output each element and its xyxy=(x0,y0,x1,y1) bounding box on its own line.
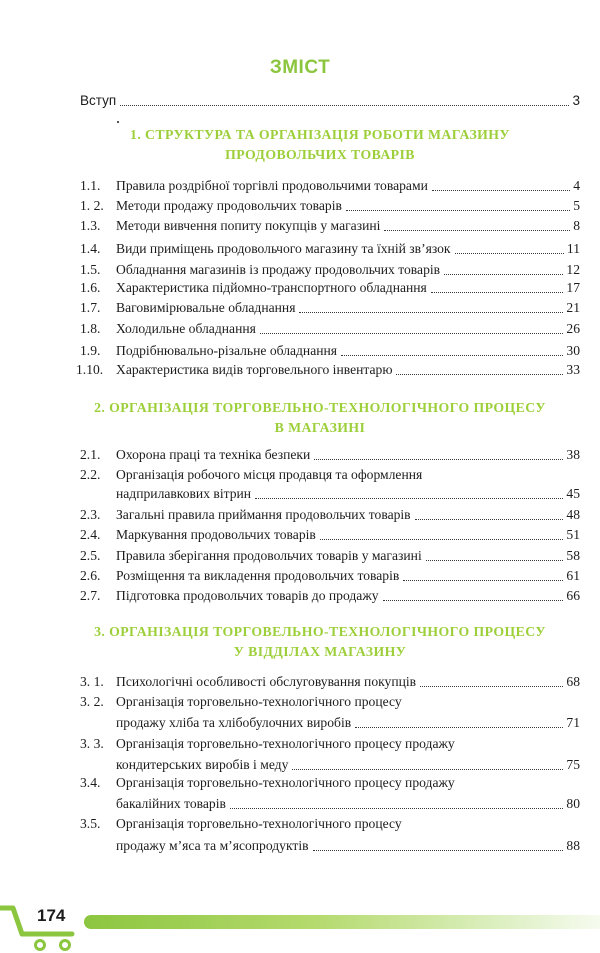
toc-entry xyxy=(80,735,580,773)
toc-entry-title: Характеристика видів торговельного інвентарю xyxy=(116,362,393,377)
dot-leader xyxy=(403,579,563,581)
toc-page-number: 8 xyxy=(573,218,580,233)
toc-entry-number: 1.6. xyxy=(80,280,101,295)
toc-entry-title-continued: надприлавкових вітрин xyxy=(116,486,252,501)
toc-entry xyxy=(80,240,580,257)
dot-leader xyxy=(314,458,563,460)
toc-page-number: 5 xyxy=(573,198,580,213)
dot-leader xyxy=(260,332,564,334)
dot-leader xyxy=(383,599,564,601)
toc-page-number: 17 xyxy=(566,280,580,295)
toc-page-number: 11 xyxy=(566,241,580,256)
toc-entry-number: 1.9. xyxy=(80,343,101,358)
toc-entry xyxy=(80,506,580,523)
toc-entry-intro xyxy=(80,92,580,109)
toc-entry-title: Обладнання магазинів із продажу продовольчих товарів xyxy=(116,262,441,277)
dot-leader xyxy=(299,311,563,313)
toc-entry-title: Холодильне обладнання xyxy=(116,321,256,336)
toc-page-number: 75 xyxy=(566,757,580,772)
toc-page-number: 45 xyxy=(566,486,580,501)
toc-entry xyxy=(80,567,580,584)
dot-leader xyxy=(355,726,563,728)
toc-entry-title: Характеристика підйомно-транспортного обладнання xyxy=(116,280,427,295)
section-heading-3: 3. ОРГАНІЗАЦІЯ ТОРГОВЕЛЬНО-ТЕХНОЛОГІЧНОГО ПРОЦЕСУ У ВІДДІЛАХ МАГАЗИНУ xyxy=(94,624,546,659)
toc-entry-number: 2.6. xyxy=(80,568,101,583)
dot-leader xyxy=(346,209,570,211)
dot-leader xyxy=(420,685,563,687)
toc-entry-number: 2.3. xyxy=(80,507,101,522)
toc-entry-title: Психологічні особливості обслуговування покупців xyxy=(116,674,417,689)
toc-entry-number: 2.1. xyxy=(80,447,101,462)
toc-entry xyxy=(80,587,580,604)
toc-entry xyxy=(80,299,580,316)
dot-leader xyxy=(313,849,564,851)
dot-leader xyxy=(384,229,570,231)
toc-entry xyxy=(80,217,580,234)
toc-entry xyxy=(76,361,580,378)
toc-entry xyxy=(80,526,580,543)
toc-entry-title: Охорона праці та техніка безпеки xyxy=(116,447,311,462)
toc-entry-title: Організація торговельно-технологічного процесу xyxy=(116,694,402,709)
toc-entry-title: Методи вивчення попиту покупців у магазині xyxy=(116,218,381,233)
toc-entry-number: 1.5. xyxy=(80,262,101,277)
toc-entry-title: Подрібнювально-різальне обладнання xyxy=(116,343,338,358)
toc-entry-number: 2.7. xyxy=(80,588,101,603)
toc-entry xyxy=(80,446,580,463)
toc-page-number: 61 xyxy=(566,568,580,583)
dot-leader xyxy=(396,373,563,375)
section-heading-2: 2. ОРГАНІЗАЦІЯ ТОРГОВЕЛЬНО-ТЕХНОЛОГІЧНОГО ПРОЦЕСУ В МАГАЗИНІ xyxy=(94,400,546,435)
toc-entry-title: Вступ xyxy=(80,93,117,108)
toc-entry-title: Види приміщень продовольчого магазину та їхній зв’язок xyxy=(116,241,451,256)
toc-entry xyxy=(80,197,580,214)
toc-entry-title: Методи продажу продовольчих товарів xyxy=(116,198,342,213)
toc-page-number: 51 xyxy=(566,527,580,542)
dot-leader xyxy=(426,559,564,561)
toc-entry xyxy=(80,815,580,853)
toc-page-number: 80 xyxy=(566,796,580,811)
toc-entry-number: 2.4. xyxy=(80,527,101,542)
toc-entry-number: 3. 2. xyxy=(80,694,104,709)
toc-entry xyxy=(80,774,580,812)
section-heading-1: 1. СТРУКТУРА ТА ОРГАНІЗАЦІЯ РОБОТИ МАГАЗИНУ ПРОДОВОЛЬЧИХ ТОВАРІВ xyxy=(130,127,510,162)
toc-page-number: 4 xyxy=(573,178,580,193)
page-title: ЗМІСТ xyxy=(269,57,331,78)
toc-entry xyxy=(80,261,580,278)
toc-entry-title: Ваговимірювальне обладнання xyxy=(116,300,296,315)
toc-page-number: 33 xyxy=(566,362,580,377)
dot-leader xyxy=(455,252,564,254)
toc-entry-title: Розміщення та викладення продовольчих товарів xyxy=(116,568,400,583)
toc-entry-number: 2.2. xyxy=(80,467,101,482)
toc-entry-number: 1.8. xyxy=(80,321,101,336)
toc-entry-number: 3.4. xyxy=(80,775,101,790)
toc-entry-title: Правила зберігання продовольчих товарів у магазині xyxy=(116,548,422,563)
toc-entry-title-continued: бакалійних товарів xyxy=(116,796,226,811)
toc-entry-number: 1.1. xyxy=(80,178,101,193)
toc-entry xyxy=(80,177,580,194)
dot-leader xyxy=(431,291,564,293)
toc-page-number: 26 xyxy=(566,321,580,336)
dot-leader xyxy=(255,497,563,499)
toc-entry-title: Підготовка продовольчих товарів до продажу xyxy=(116,588,379,603)
toc-page-number: 66 xyxy=(566,588,580,603)
dot-leader xyxy=(432,189,570,191)
toc-entry xyxy=(80,693,580,731)
toc-page-number: 38 xyxy=(566,447,580,462)
dot-leader xyxy=(320,538,564,540)
toc-page-number: 12 xyxy=(566,262,580,277)
toc-entry-title: Маркування продовольчих товарів xyxy=(116,527,316,542)
toc-entry-title: Правила роздрібної торгівлі продовольчими товарами xyxy=(116,178,428,193)
toc-page-number: 88 xyxy=(566,838,580,853)
toc-page-number: 30 xyxy=(566,343,580,358)
print-speck xyxy=(117,121,119,123)
dot-leader xyxy=(444,273,563,275)
dot-leader xyxy=(230,807,564,809)
page-number: 174 xyxy=(37,906,66,925)
toc-entry xyxy=(80,320,580,337)
toc-entry-number: 1.4. xyxy=(80,241,101,256)
toc-entry xyxy=(80,673,580,690)
toc-entry xyxy=(80,279,580,296)
toc-entry-number: 2.5. xyxy=(80,548,101,563)
toc-page-number: 3 xyxy=(572,93,580,108)
toc-page-number: 58 xyxy=(566,548,580,563)
toc-entry-number: 1. 2. xyxy=(80,198,104,213)
toc-page-number: 21 xyxy=(566,300,580,315)
toc-entry-number: 1.3. xyxy=(80,218,101,233)
toc-page-number: 48 xyxy=(566,507,580,522)
dot-leader xyxy=(292,768,563,770)
toc-entry-title: Організація торговельно-технологічного процесу продажу xyxy=(116,736,455,751)
toc-entry-title-continued: кондитерських виробів і меду xyxy=(116,757,289,772)
toc-entry-title-continued: продажу хліба та хлібобулочних виробів xyxy=(116,715,352,730)
toc-entry-number: 1.10. xyxy=(76,362,104,377)
toc-entry-title: Організація робочого місця продавця та оформлення xyxy=(116,467,423,482)
toc-entry-title: Організація торговельно-технологічного процесу продажу xyxy=(116,775,455,790)
toc-entry-number: 1.7. xyxy=(80,300,101,315)
dot-leader xyxy=(120,104,569,106)
toc-page-number: 71 xyxy=(566,715,580,730)
toc-page-number: 68 xyxy=(566,674,580,689)
toc-entry xyxy=(80,466,580,504)
toc-entry xyxy=(80,342,580,359)
toc-entry-title: Організація торговельно-технологічного процесу xyxy=(116,816,402,831)
toc-entry-number: 3.5. xyxy=(80,816,101,831)
dot-leader xyxy=(341,354,563,356)
toc-entry-number: 3. 1. xyxy=(80,674,104,689)
toc-entry-title: Загальні правила приймання продовольчих товарів xyxy=(116,507,411,522)
dot-leader xyxy=(415,518,564,520)
footer-accent-bar xyxy=(84,915,600,929)
toc-entry xyxy=(80,547,580,564)
toc-entry-title-continued: продажу м’яса та м’ясопродуктів xyxy=(116,838,309,853)
toc-entry-number: 3. 3. xyxy=(80,736,104,751)
